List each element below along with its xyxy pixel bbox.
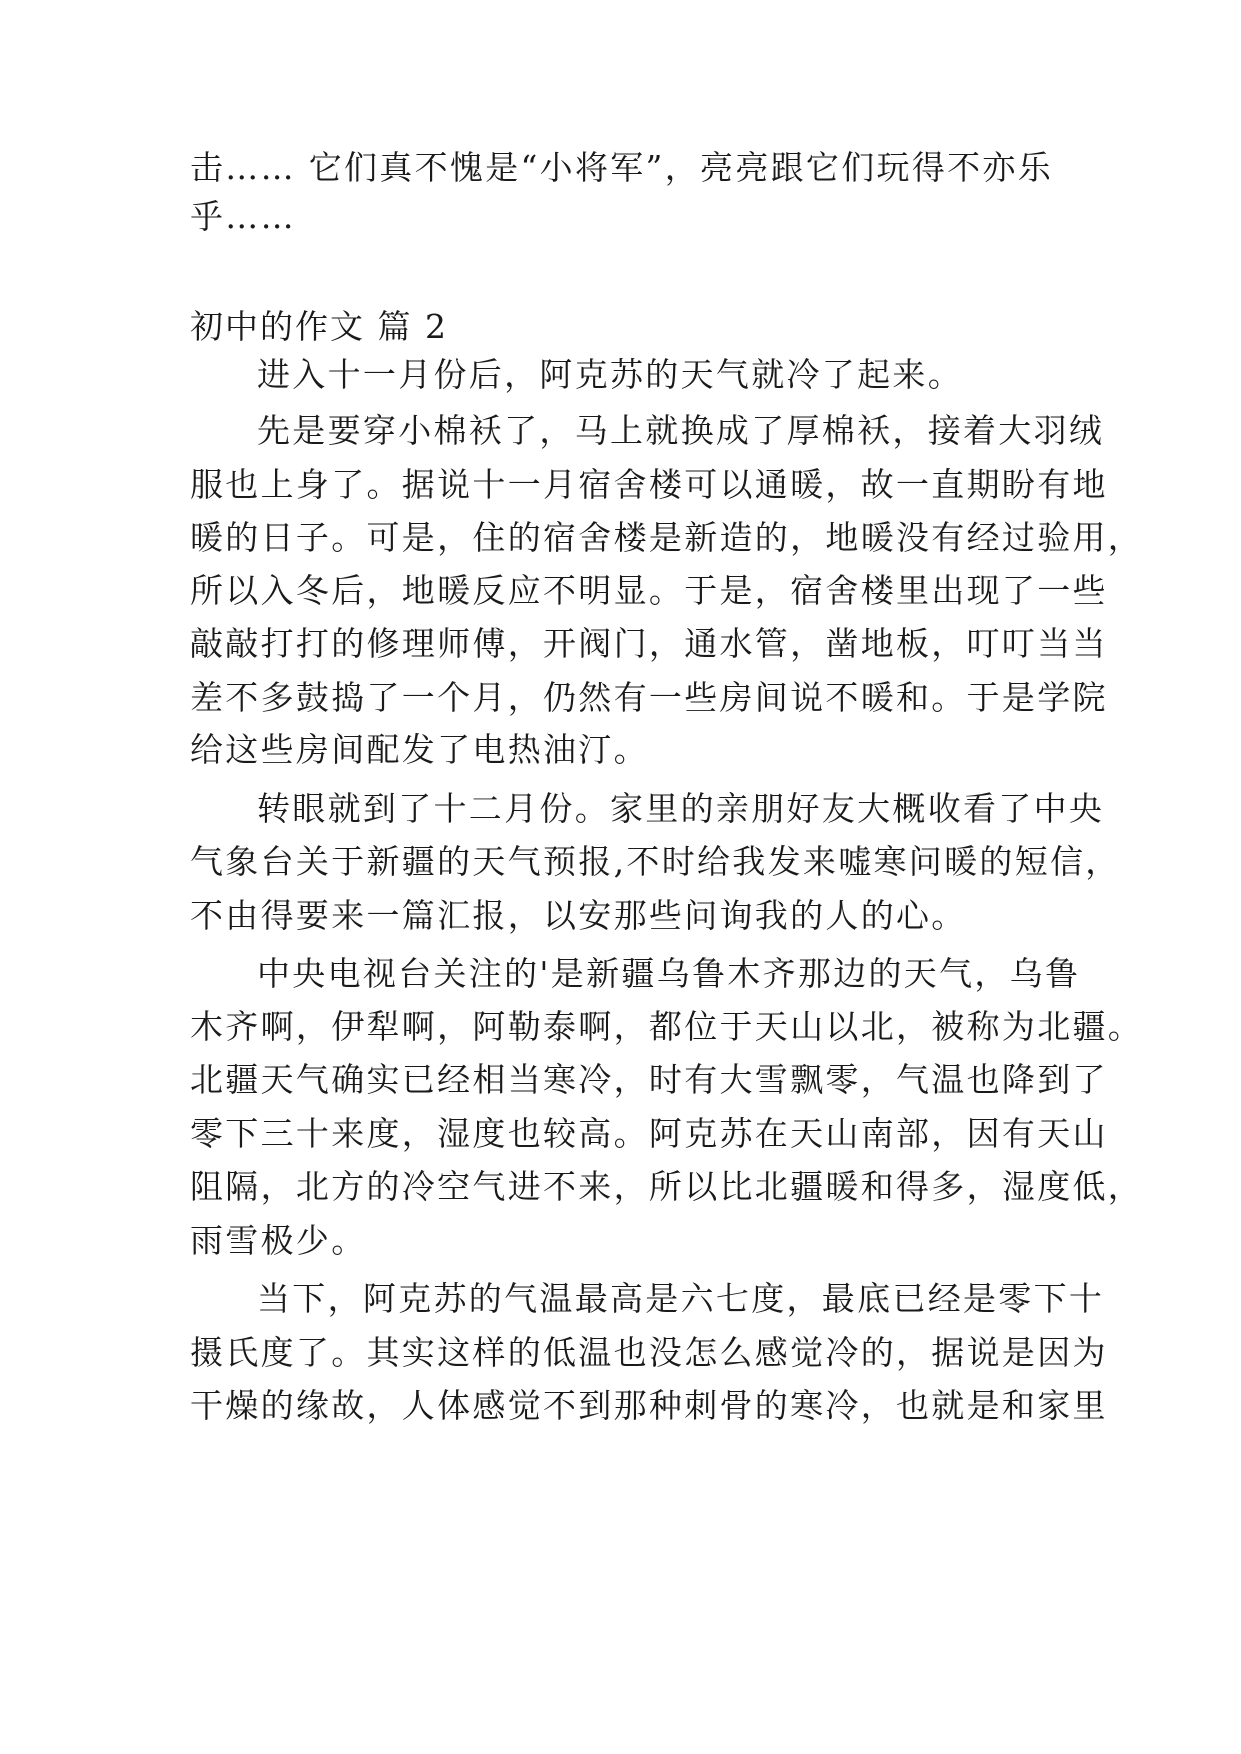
- text-line: 零下三十来度，湿度也较高。阿克苏在天山南部，因有天山: [190, 1114, 1108, 1153]
- text-line: 乎……: [190, 197, 296, 236]
- text-line: 北疆天气确实已经相当寒冷，时有大雪飘零，气温也降到了: [190, 1060, 1108, 1099]
- text-line: 不由得要来一篇汇报，以安那些问询我的人的心。: [190, 896, 967, 935]
- paragraph-start: 先是要穿小棉袄了，马上就换成了厚棉袄，接着大羽绒: [257, 411, 1105, 450]
- text-line: 暖的日子。可是，住的宿舍楼是新造的，地暖没有经过验用，: [190, 518, 1144, 557]
- text-line: 摄氏度了。其实这样的低温也没怎么感觉冷的，据说是因为: [190, 1333, 1108, 1372]
- text-line: 服也上身了。据说十一月宿舍楼可以通暖，故一直期盼有地: [190, 465, 1108, 504]
- text-line: 敲敲打打的修理师傅，开阀门，通水管，凿地板，叮叮当当: [190, 624, 1108, 663]
- paragraph-start: 中央电视台关注的'是新疆乌鲁木齐那边的天气，乌鲁: [257, 954, 1081, 993]
- paragraph-start: 进入十一月份后，阿克苏的天气就冷了起来。: [257, 355, 963, 394]
- text-line: 差不多鼓捣了一个月，仍然有一些房间说不暖和。于是学院: [190, 678, 1108, 717]
- paragraph-start: 转眼就到了十二月份。家里的亲朋好友大概收看了中央: [257, 789, 1105, 828]
- text-line: 击…… 它们真不愧是“小将军”，亮亮跟它们玩得不亦乐: [190, 148, 1054, 187]
- text-line: 木齐啊，伊犁啊，阿勒泰啊，都位于天山以北，被称为北疆。: [190, 1007, 1144, 1046]
- paragraph-start: 当下，阿克苏的气温最高是六七度，最底已经是零下十: [257, 1279, 1105, 1318]
- section-heading: 初中的作文 篇 2: [190, 307, 448, 346]
- text-line: 雨雪极少。: [190, 1221, 367, 1260]
- text-line: 干燥的缘故，人体感觉不到那种刺骨的寒冷，也就是和家里: [190, 1386, 1108, 1425]
- text-line: 气象台关于新疆的天气预报,不时给我发来嘘寒问暖的短信，: [190, 842, 1121, 881]
- text-line: 给这些房间配发了电热油汀。: [190, 730, 649, 769]
- text-line: 所以入冬后，地暖反应不明显。于是，宿舍楼里出现了一些: [190, 571, 1108, 610]
- text-line: 阻隔，北方的冷空气进不来，所以比北疆暖和得多，湿度低，: [190, 1167, 1144, 1206]
